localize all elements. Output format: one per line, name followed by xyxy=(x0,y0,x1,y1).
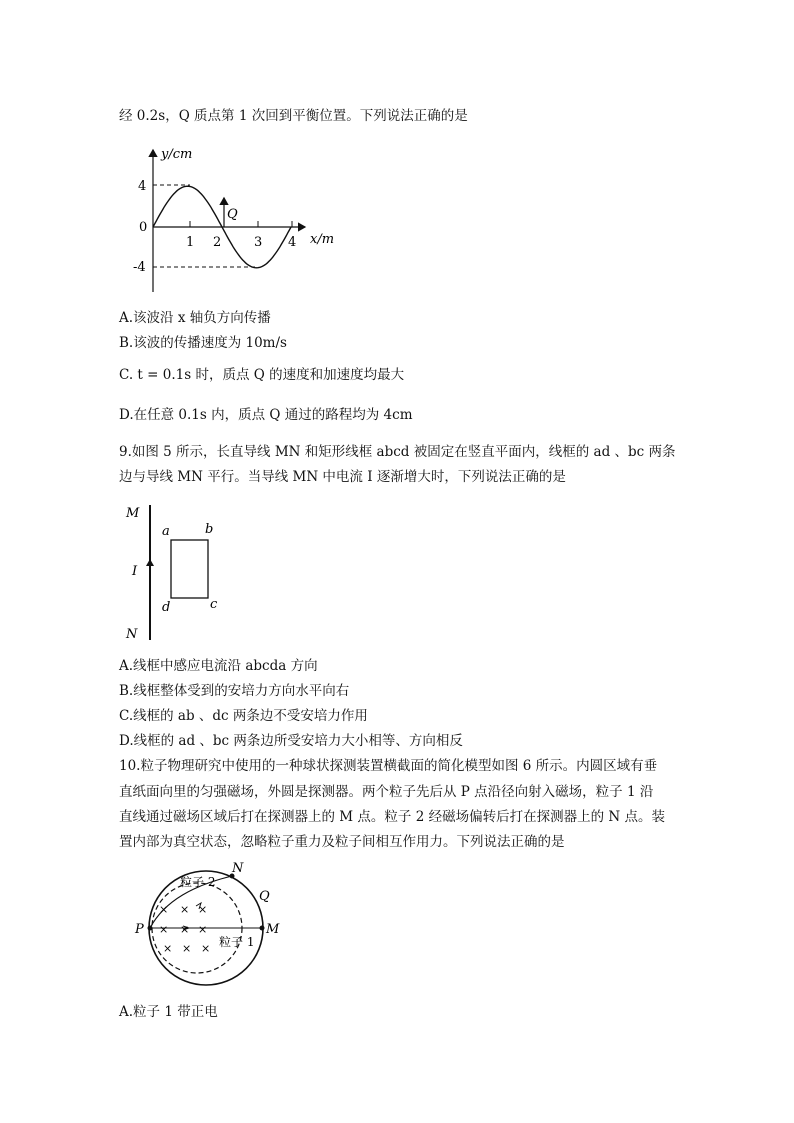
label-d: d xyxy=(162,600,171,615)
label-q: Q xyxy=(259,889,270,904)
field-x-7: × xyxy=(163,942,173,955)
label-n: N xyxy=(126,627,138,642)
field-x-1: × xyxy=(159,903,169,916)
label-b: b xyxy=(205,522,214,537)
label-particle2: 粒子 2 xyxy=(180,875,216,889)
wave-graph xyxy=(130,140,360,300)
x-tick-1: 1 xyxy=(186,235,195,250)
wire-loop-figure xyxy=(120,495,230,645)
field-x-5: × xyxy=(180,923,190,936)
q9-stem-line-1: 9.如图 5 所示，长直导线 MN 和矩形线框 abcd 被固定在竖直平面内，线框的 ad 、bc 两条 xyxy=(119,444,676,460)
q10-stem-line-3: 直线通过磁场区域后打在探测器上的 M 点。粒子 2 经磁场偏转后打在探测器上的 N 点。装 xyxy=(119,809,665,825)
loop-abcd xyxy=(171,540,208,598)
label-m: M xyxy=(126,506,140,521)
q8-option-a: A.该波沿 x 轴负方向传播 xyxy=(119,310,271,326)
q8-option-b: B.该波的传播速度为 10m/s xyxy=(119,335,287,351)
label-particle1: 粒子 1 xyxy=(219,935,255,949)
label-p: P xyxy=(135,922,144,937)
field-x-8: × xyxy=(182,942,192,955)
q9-option-d: D.线框的 ad 、bc 两条边所受安培力大小相等、方向相反 xyxy=(119,733,463,749)
y-tick-0: 0 xyxy=(139,220,148,235)
x-tick-2: 2 xyxy=(213,235,222,250)
detector-figure xyxy=(130,855,290,995)
q10-stem-line-2: 直纸面向里的匀强磁场，外圆是探测器。两个粒子先后从 P 点沿径向射入磁场，粒子 1 沿 xyxy=(119,784,654,800)
label-n: N xyxy=(232,861,244,876)
q10-stem-line-4: 置内部为真空状态，忽略粒子重力及粒子间相互作用力。下列说法正确的是 xyxy=(119,834,565,850)
q8-option-d: D.在任意 0.1s 内，质点 Q 通过的路程均为 4cm xyxy=(119,407,413,423)
field-x-2: × xyxy=(180,903,190,916)
q10-option-a: A.粒子 1 带正电 xyxy=(119,1004,218,1020)
x-tick-4: 4 xyxy=(288,235,297,250)
point-q-label: Q xyxy=(227,207,238,222)
x-axis-label: x/m xyxy=(310,232,335,247)
q9-option-a: A.线框中感应电流沿 abcda 方向 xyxy=(119,658,318,674)
field-x-3: × xyxy=(198,903,208,916)
y-tick-neg4: -4 xyxy=(133,260,146,275)
label-c: c xyxy=(210,597,218,612)
label-a: a xyxy=(162,524,170,539)
field-x-6: × xyxy=(198,923,208,936)
q8-option-c: C. t = 0.1s 时，质点 Q 的速度和加速度均最大 xyxy=(119,367,405,383)
field-x-9: × xyxy=(201,942,211,955)
q9-option-b: B.线框整体受到的安培力方向水平向右 xyxy=(119,683,350,699)
y-axis-label: y/cm xyxy=(161,147,193,162)
q8-stem: 经 0.2s，Q 质点第 1 次回到平衡位置。下列说法正确的是 xyxy=(119,108,468,124)
label-i: I xyxy=(132,564,138,579)
x-tick-3: 3 xyxy=(254,235,263,250)
q10-stem-line-1: 10.粒子物理研究中使用的一种球状探测装置横截面的简化模型如图 6 所示。内圆区域有垂 xyxy=(119,758,658,774)
label-m: M xyxy=(266,922,280,937)
q9-stem-line-2: 边与导线 MN 平行。当导线 MN 中电流 I 逐渐增大时，下列说法正确的是 xyxy=(119,469,566,485)
y-tick-4: 4 xyxy=(138,179,147,194)
point-m xyxy=(260,926,265,931)
field-x-4: × xyxy=(159,923,169,936)
point-p xyxy=(148,926,153,931)
q9-option-c: C.线框的 ab 、dc 两条边不受安培力作用 xyxy=(119,708,368,724)
